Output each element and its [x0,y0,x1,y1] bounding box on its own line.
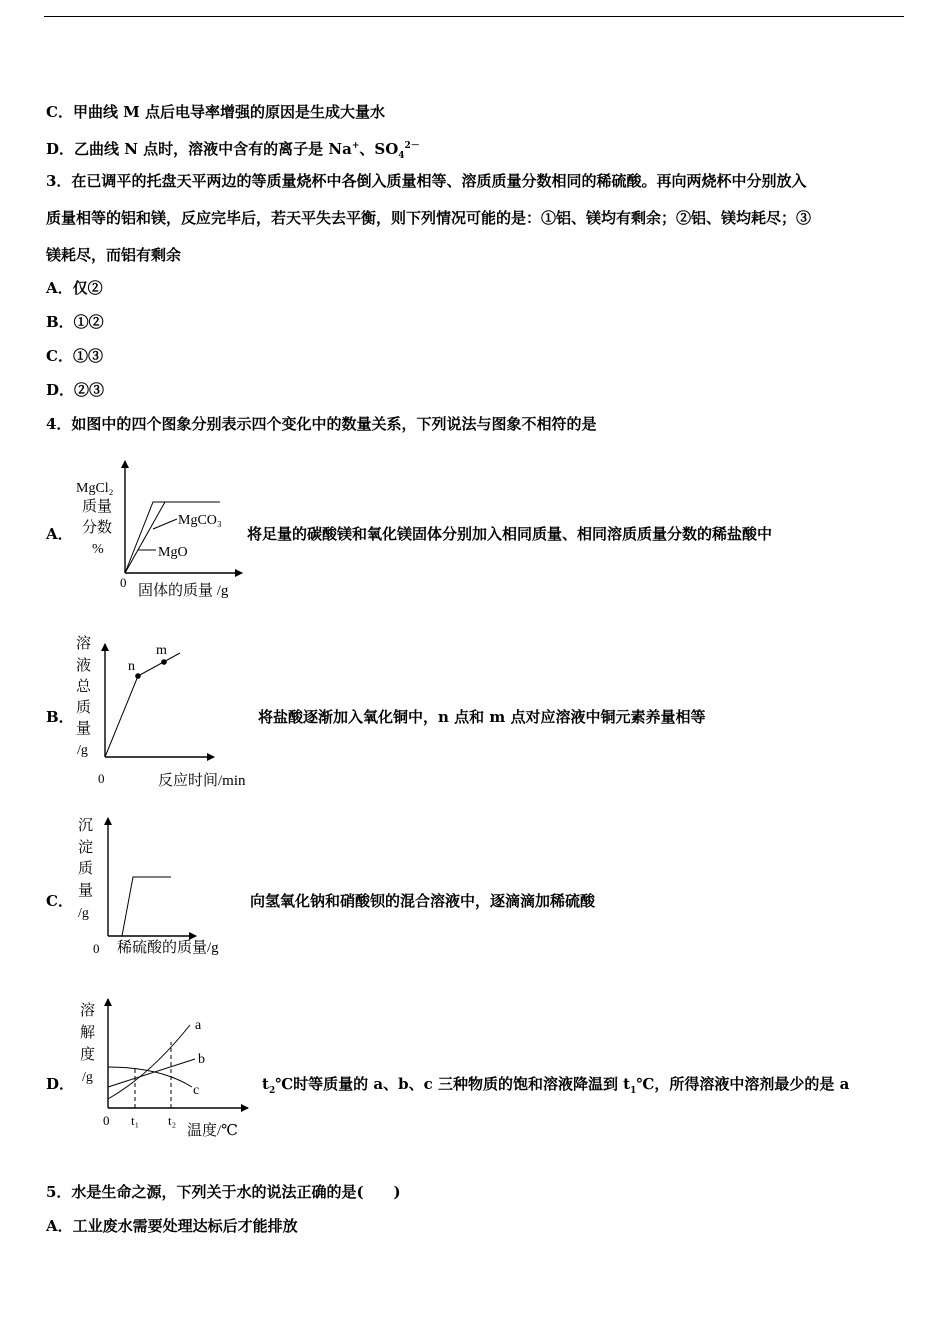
graph-b-ylabel-1: 溶 [76,636,92,652]
q3-stem-line-3: 镁耗尽，而铝有剩余 [46,246,182,264]
graph-b-point-m [161,659,167,665]
graph-b [70,628,265,793]
graph-a-ylabel-3: 分数 [82,520,113,536]
graph-c-ylabel-1: 沉 [78,818,94,834]
graph-a-series-mgco3: MgCO₃ [178,513,222,528]
graph-b-ylabel-6: /g [77,743,88,758]
graph-a-line-mgco3 [125,502,165,573]
q4-option-a-label: A． [46,525,73,543]
q5-option-a: A．工业废水需要处理达标后才能排放 [46,1217,298,1235]
q4-option-b-label: B． [46,708,74,726]
graph-d-label-a: a [195,1018,202,1033]
graph-d-curve-b [108,1059,195,1087]
graph-c-origin: 0 [93,941,100,956]
graph-b-origin: 0 [98,771,105,786]
graph-b-label-m: m [156,643,167,658]
graph-c [70,810,250,965]
q3-option-b: B．①② [46,313,104,331]
graph-a-leader-mgco3 [153,519,177,529]
graph-c-ylabel-3: 质 [78,861,94,877]
q3-stem-line-1: 3．在已调平的托盘天平两边的等质量烧杯中各倒入质量相等、溶质质量分数相同的稀硫酸。再向两烧杯中分别放入 [46,172,807,190]
q3-option-d: D．②③ [46,381,105,399]
graph-b-ylabel-4: 质 [76,700,92,716]
graph-b-ylabel-2: 液 [76,658,92,674]
top-rule [44,16,904,17]
graph-d-curve-c [108,1067,192,1087]
graph-c-ylabel-4: 量 [78,883,94,899]
q2-option-d: D．乙曲线 N 点时，溶液中含有的离子是 Na+、$SO_4^{2-}$ [46,140,420,161]
graph-d-tick-t2: t₂ [168,1113,177,1128]
q4-option-a-text: 将足量的碳酸镁和氧化镁固体分别加入相同质量、相同溶质质量分数的稀盐酸中 [247,525,773,543]
graph-a-series-mgo: MgO [158,545,188,560]
graph-d-tick-t1: t₁ [131,1113,140,1128]
graph-d-ylabel-4: /g [82,1070,93,1085]
graph-d-ylabel-2: 解 [80,1025,96,1041]
q5-stem: 5．水是生命之源，下列关于水的说法正确的是( ) [46,1183,401,1201]
graph-d-ylabel-3: 度 [80,1047,96,1063]
q4-stem: 4．如图中的四个图象分别表示四个变化中的数量关系，下列说法与图象不相符的是 [46,415,597,433]
q4-option-d-label: D． [46,1075,75,1093]
graph-c-curve [122,877,171,936]
graph-b-label-n: n [128,659,135,674]
graph-c-xlabel: 稀硫酸的质量/g [117,940,219,956]
graph-a-xlabel: 固体的质量 /g [138,583,229,599]
q4-option-c-label: C． [46,892,73,910]
graph-d-label-b: b [198,1052,205,1067]
graph-c-ylabel-2: 淀 [78,840,94,856]
graph-b-curve [105,653,180,757]
graph-d [70,995,250,1145]
graph-a-ylabel-1: MgCl₂ [76,481,114,496]
q3-option-c: C．①③ [46,347,103,365]
graph-b-xlabel: 反应时间/min [158,773,246,789]
graph-a-ylabel-2: 质量 [82,499,113,515]
q4-option-c-text: 向氢氧化钠和硝酸钡的混合溶液中，逐滴滴加稀硫酸 [250,892,596,910]
q2-option-c: C．甲曲线 M 点后电导率增强的原因是生成大量水 [46,103,385,121]
graph-d-xlabel: 温度/℃ [187,1123,238,1139]
graph-d-ylabel-1: 溶 [80,1003,96,1019]
graph-a [70,455,250,605]
graph-a-ylabel-4: % [92,542,104,557]
graph-a-origin: 0 [120,575,127,590]
q3-stem-line-2: 质量相等的铝和镁，反应完毕后，若天平失去平衡，则下列情况可能的是：①铝、镁均有剩余；②铝、镁均耗尽；③ [46,209,812,227]
q4-option-b-text: 将盐酸逐渐加入氧化铜中，n 点和 m 点对应溶液中铜元素养量相等 [258,708,706,726]
q4-option-d-text: $t_2℃$时等质量的 a、b、c 三种物质的饱和溶液降温到 $t_1℃$，所得溶液中溶剂最少的是 a [262,1075,850,1096]
graph-b-ylabel-3: 总 [76,679,92,695]
graph-d-curve-a [108,1025,190,1099]
graph-d-origin: 0 [103,1113,110,1128]
q3-option-a: A．仅② [46,279,103,297]
graph-b-point-n [135,673,141,679]
graph-c-ylabel-5: /g [78,906,89,921]
graph-d-label-c: c [193,1083,200,1098]
graph-b-ylabel-5: 量 [76,721,92,737]
